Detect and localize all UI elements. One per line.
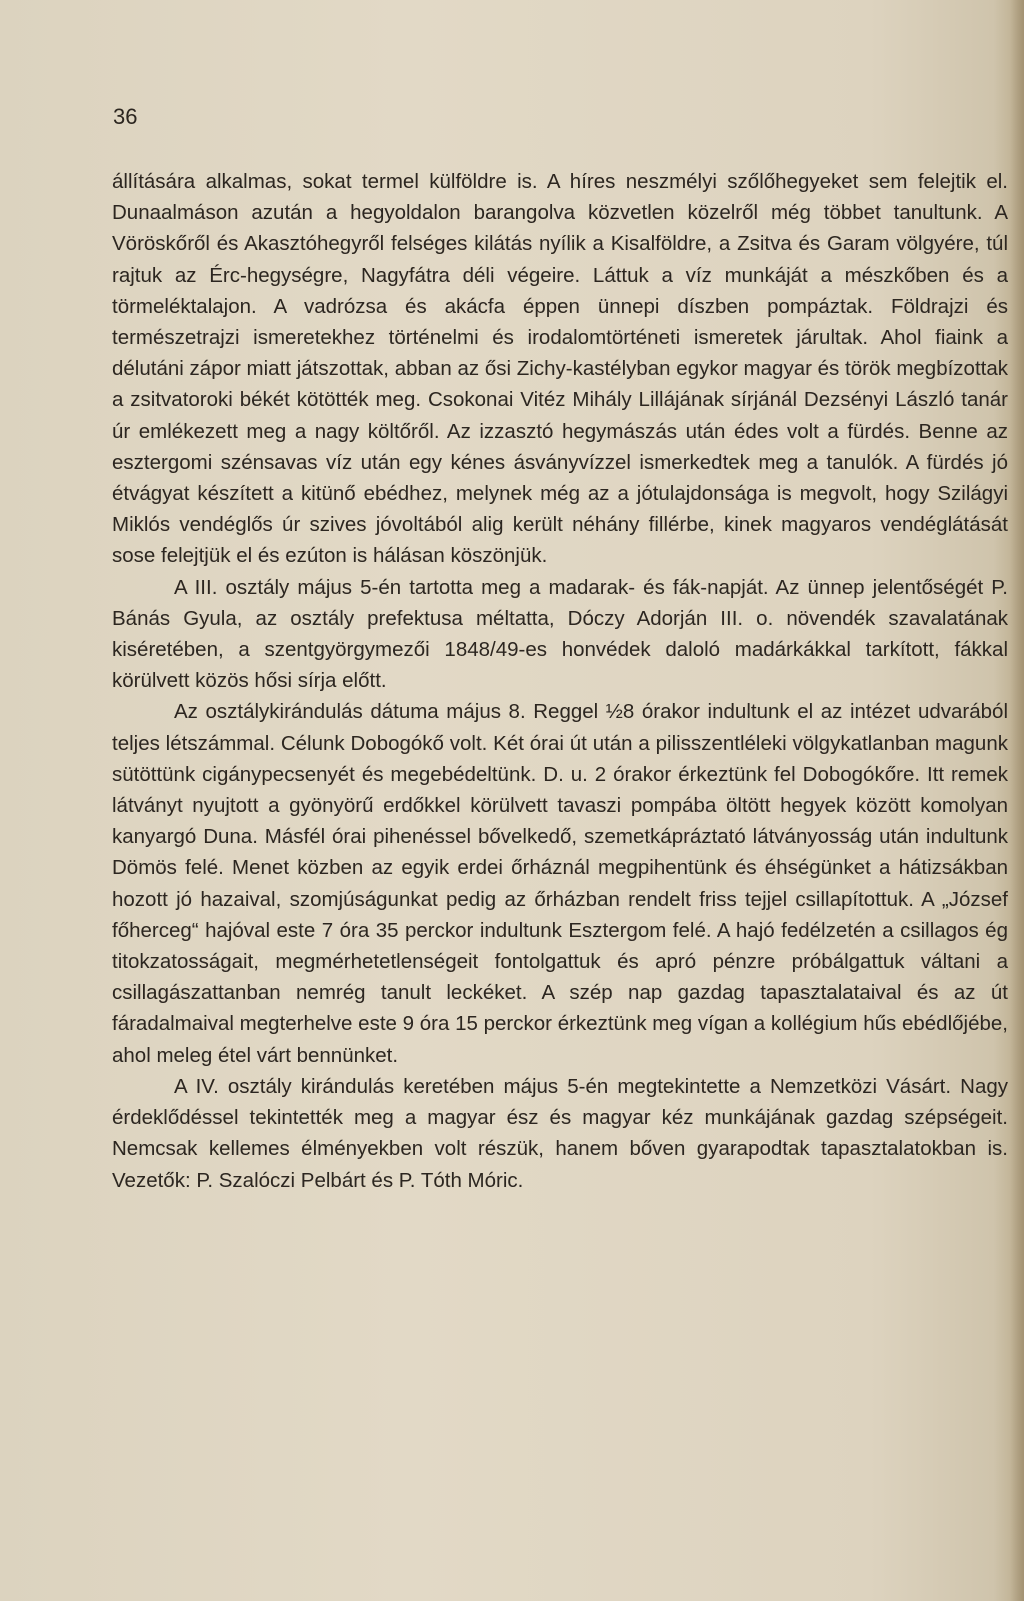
paragraph-class-trip-dobogoko: Az osztálykirándulás dátuma május 8. Reggel ½8 órakor indultunk el az intézet udvarából teljes létszámmal. Célunk Dobogókő volt. Két órai út után a pilisszentléleki völgykatlanban magunk sütöttünk cigánypecsenyét és megebédeltünk. D. u. 2 órakor érkeztünk fel Dobogókőre. Itt remek látványt nyujtott a gyönyörű erdőkkel körülvett tavaszi pompába öltött hegyek között komolyan kanyargó Duna. Másfél órai pihenéssel bővelkedő, szemetkápráztató látványosság után indultunk Dömös felé. Menet közben az egyik erdei őrháznál megpihentünk és éhségünket a hátizsákban hozott jó hazaival, szomjúságunkat pedig az őrházban rendelt friss tejjel csillapítottuk. A „József főherceg“ hajóval este 7 óra 35 perckor indultunk Esztergom felé. A hajó fedélzetén a csillagos ég titokzatosságait, megmérhetetlenségeit fontolgattuk és apró pénzre próbálgattuk váltani a csillagászattanban nemrég tanult leckéket. A szép nap gazdag tapasztalataival és az út fáradalmaival megterhelve este 9 óra 15 perckor érkeztünk meg vígan a kollégium hűs ebédlőjébe, ahol meleg étel várt bennünket.	[112, 700, 1008, 1067]
page-number: 36	[113, 104, 138, 129]
paragraph-continuation: állítására alkalmas, sokat termel külföldre is. A híres neszmélyi szőlőhegyeket sem felejtik el. Dunaalmáson azután a hegyoldalon barangolva közvetlen közelről még többet tanultunk. A Vöröskőről és Akasztóhegyről felséges kilátás nyílik a Kisalföldre, a Zsitva és Garam völgyére, túl rajtuk az Érc-hegységre, Nagyfátra déli végeire. Láttuk a víz munkáját a mészkőben és a törmeléktalajon. A vadrózsa és akácfa éppen ünnepi díszben pompáztak. Földrajzi és természetrajzi ismeretekhez történelmi és irodalomtörténeti ismeretek járultak. Ahol fiaink a délutáni zápor miatt játszottak, abban az ősi Zichy-kastélyban egykor magyar és török megbízottak a zsitvatoroki békét kötötték meg. Csokonai Vitéz Mihály Lillájának sírjánál Dezsényi László tanár úr emlékezett meg a nagy költőről. Az izzasztó hegymászás után édes volt a fürdés. Benne az esztergomi szénsavas víz után egy kénes ásványvízzel ismerkedtek meg a tanulók. A fürdés jó étvágyat készített a kitünő ebédhez, melynek még az a jótulajdonsága is megvolt, hogy Szilágyi Miklós vendéglős úr szives jóvoltából alig került néhány fillérbe, kinek magyaros vendéglátását sose felejtjük el és ezúton is hálásan köszönjük.	[112, 170, 1008, 568]
paragraph-class-four-fair: A IV. osztály kirándulás keretében május 5-én megtekintette a Nemzetközi Vásárt. Nagy érdeklődéssel tekintették meg a magyar ész és magyar kéz munkájának gazdag szépségeit. Nemcsak kellemes élményekben volt részük, hanem bőven gyarapodtak tapasztalatokban is. Vezetők: P. Szalóczi Pelbárt és P. Tóth Móric.	[112, 1074, 1008, 1192]
body-text	[112, 166, 1008, 1196]
paragraph-class-three-bird-day: A III. osztály május 5-én tartotta meg a madarak- és fák-napját. Az ünnep jelentőségét P. Bánás Gyula, az osztály prefektusa méltatta, Dóczy Adorján III. o. növendék szavalatának kiséretében, a szentgyörgymezői 1848/49-es honvédek daloló madárkákkal tarkított, fákkal körülvett közös hősi sírja előtt.	[112, 575, 1008, 693]
page-edge-shadow	[1010, 0, 1024, 1601]
